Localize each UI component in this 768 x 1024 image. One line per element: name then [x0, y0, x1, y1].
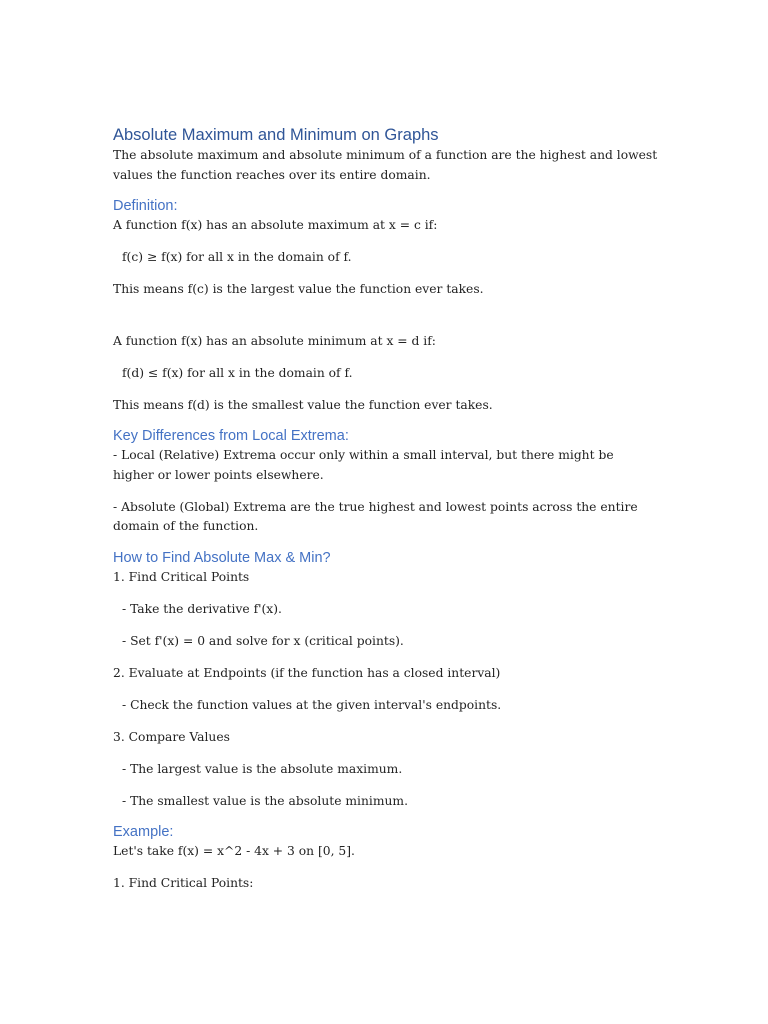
min-condition: f(d) ≤ f(x) for all x in the domain of f.: [122, 365, 353, 380]
document-page: [113, 124, 658, 894]
example-intro: Let's take f(x) = x^2 - 4x + 3 on [0, 5].: [113, 844, 355, 858]
max-condition: f(c) ≥ f(x) for all x in the domain of f.: [122, 250, 352, 264]
how-to-heading: How to Find Absolute Max & Min?: [113, 549, 331, 566]
local-extrema-text: - Local (Relative) Extrema occur only within a small interval, but there might be higher or lower points elsewhere.: [113, 448, 614, 482]
how-to-step-1a: - Take the derivative f'(x).: [122, 601, 282, 616]
how-to-step-1: 1. Find Critical Points: [113, 569, 250, 584]
differences-heading: Key Differences from Local Extrema:: [113, 428, 349, 444]
how-to-step-1b: - Set f'(x) = 0 and solve for x (critical points).: [122, 633, 404, 648]
how-to-step-3b: - The smallest value is the absolute minimum.: [122, 793, 408, 808]
definition-heading: Definition:: [113, 198, 178, 214]
absolute-extrema-text: - Absolute (Global) Extrema are the true highest and lowest points across the entire domain of the function.: [113, 499, 638, 533]
min-intro: A function f(x) has an absolute minimum at x = d if:: [113, 333, 436, 348]
how-to-step-2: 2. Evaluate at Endpoints (if the function has a closed interval): [113, 665, 501, 680]
how-to-step-2a: - Check the function values at the given interval's endpoints.: [122, 697, 502, 712]
how-to-step-3: 3. Compare Values: [113, 729, 230, 744]
intro-paragraph: The absolute maximum and absolute minimum of a function are the highest and lowest values the function reaches over its entire domain.: [113, 148, 658, 182]
max-intro: A function f(x) has an absolute maximum at x = c if:: [113, 218, 438, 232]
max-meaning: This means f(c) is the largest value the function ever takes.: [113, 282, 484, 296]
how-to-step-3a: - The largest value is the absolute maximum.: [122, 761, 403, 776]
example-step-1: 1. Find Critical Points:: [113, 876, 254, 890]
example-heading: Example:: [113, 824, 174, 840]
document-title: Absolute Maximum and Minimum on Graphs: [113, 126, 439, 144]
min-meaning: This means f(d) is the smallest value the function ever takes.: [113, 397, 493, 412]
